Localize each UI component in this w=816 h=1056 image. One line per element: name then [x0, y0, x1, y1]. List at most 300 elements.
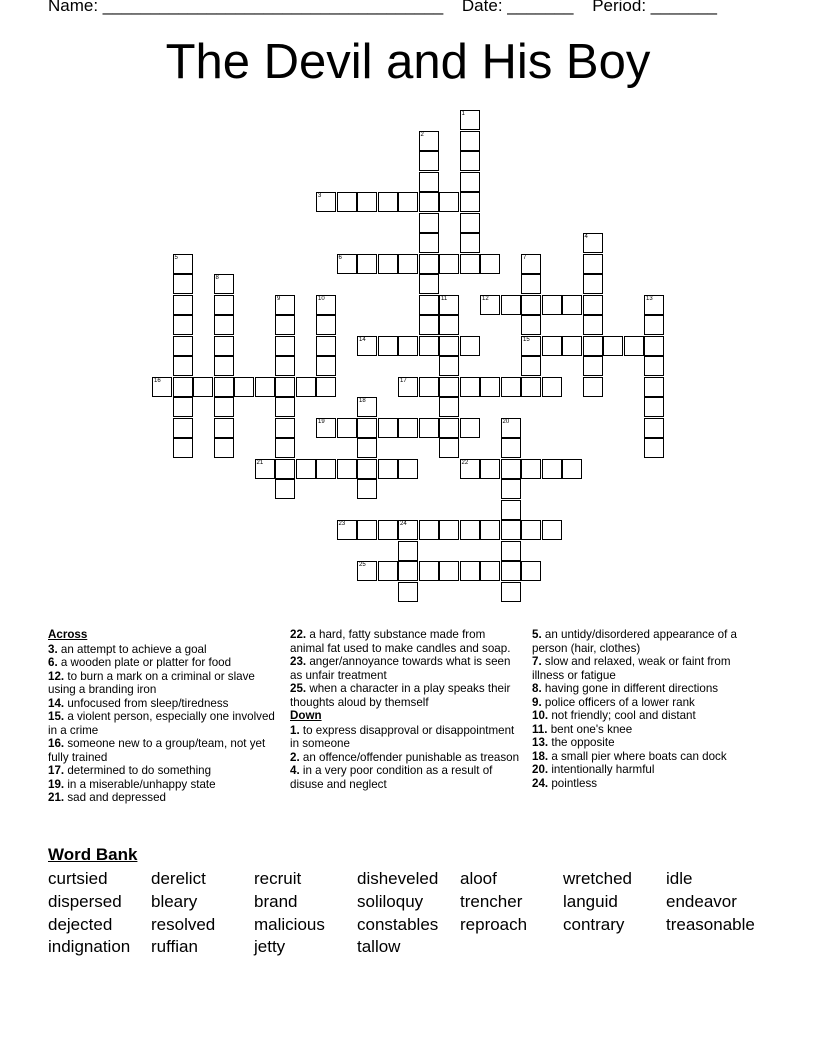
grid-cell[interactable]	[357, 520, 377, 540]
clue-number: 14.	[48, 696, 65, 710]
grid-cell[interactable]	[316, 315, 336, 335]
grid-cell[interactable]	[337, 192, 357, 212]
grid-cell[interactable]	[419, 418, 439, 438]
grid-cell[interactable]	[419, 315, 439, 335]
clue-text: when a character in a play speaks their thoughts aloud by themself	[290, 682, 511, 709]
grid-cell[interactable]	[644, 438, 664, 458]
clue-number: 15.	[48, 710, 65, 723]
word-bank-item: endeavor	[666, 891, 737, 911]
clue-number: 19.	[48, 777, 65, 791]
grid-cell[interactable]	[398, 561, 418, 581]
grid-cell[interactable]	[460, 233, 480, 253]
grid-cell[interactable]	[378, 418, 398, 438]
clue-text: police officers of a lower rank	[541, 695, 695, 709]
grid-cell[interactable]	[398, 541, 418, 561]
clue	[532, 750, 764, 764]
clue	[290, 724, 522, 751]
grid-cell[interactable]	[480, 295, 500, 315]
grid-cell[interactable]	[439, 438, 459, 458]
clue	[532, 723, 764, 737]
clues-column-2	[290, 628, 522, 791]
grid-cell[interactable]	[419, 295, 439, 315]
grid-cell[interactable]	[357, 254, 377, 274]
clue-number: 23	[338, 521, 346, 527]
grid-cell[interactable]	[275, 438, 295, 458]
clue-number: 6.	[48, 656, 58, 669]
word-bank-item: bleary	[151, 891, 198, 911]
grid-cell[interactable]	[419, 520, 439, 540]
grid-cell[interactable]	[501, 500, 521, 520]
clue-number: 1.	[290, 723, 300, 737]
grid-cell[interactable]	[501, 295, 521, 315]
grid-cell[interactable]	[398, 418, 418, 438]
grid-cell[interactable]	[275, 356, 295, 376]
header	[48, 0, 731, 16]
grid-cell[interactable]	[480, 520, 500, 540]
grid-cell[interactable]	[316, 459, 336, 479]
grid-cell[interactable]	[460, 192, 480, 212]
grid-cell[interactable]	[501, 418, 521, 438]
clue-number: 7	[523, 254, 527, 261]
grid-cell[interactable]	[357, 336, 377, 356]
grid-cell[interactable]	[583, 274, 603, 294]
grid-cell[interactable]	[460, 459, 480, 479]
clue	[290, 628, 522, 655]
grid-cell[interactable]	[460, 254, 480, 274]
grid-cell[interactable]	[521, 561, 541, 581]
grid-cell[interactable]	[480, 254, 500, 274]
grid-cell[interactable]	[460, 561, 480, 581]
grid-cell[interactable]	[521, 356, 541, 376]
clue	[532, 682, 764, 696]
clue	[290, 764, 522, 791]
grid-cell[interactable]	[193, 377, 213, 397]
clue-text: in a miserable/unhappy state	[64, 777, 216, 791]
word-bank-item: curtsied	[48, 869, 108, 888]
grid-cell[interactable]	[214, 315, 234, 335]
grid-cell[interactable]	[542, 295, 562, 315]
clue-number: 11	[441, 295, 448, 302]
name-field[interactable]: Name: ____________________________________	[48, 0, 444, 15]
grid-cell[interactable]	[460, 151, 480, 171]
grid-cell[interactable]	[337, 520, 357, 540]
grid-cell[interactable]	[542, 336, 562, 356]
clue-number: 8	[215, 275, 219, 281]
grid-cell[interactable]	[398, 459, 418, 479]
grid-cell[interactable]	[480, 561, 500, 581]
grid-cell[interactable]	[501, 438, 521, 458]
clue-number: 16	[154, 377, 161, 384]
clue-number: 2.	[290, 750, 300, 764]
word-bank-item: brand	[254, 891, 298, 911]
grid-cell[interactable]	[275, 459, 295, 479]
clue	[532, 655, 764, 682]
clue-text: a violent person, especially one involved in a crime	[48, 710, 275, 737]
clue-number: 7.	[532, 655, 542, 668]
grid-cell[interactable]	[419, 377, 439, 397]
clue-number: 17.	[48, 764, 65, 777]
grid-cell[interactable]	[439, 561, 459, 581]
grid-cell[interactable]	[296, 459, 316, 479]
clue	[532, 628, 764, 655]
clue-number: 3	[318, 193, 322, 199]
grid-cell[interactable]	[357, 561, 377, 581]
grid-cell[interactable]	[357, 459, 377, 479]
word-bank-item: trencher	[460, 891, 523, 911]
grid-cell[interactable]	[316, 356, 336, 376]
grid-cell[interactable]	[275, 397, 295, 417]
grid-cell[interactable]	[644, 418, 664, 438]
clue-number: 6	[338, 254, 342, 261]
clue-text: to burn a mark on a criminal or slave using a branding iron	[48, 669, 255, 696]
clue-text: a hard, fatty substance made from animal fat used to make candles and soap.	[290, 628, 511, 655]
grid-cell[interactable]	[152, 377, 172, 397]
grid-cell[interactable]	[644, 315, 664, 335]
clue	[48, 656, 280, 670]
clue-number: 21	[256, 459, 264, 466]
grid-cell[interactable]	[419, 274, 439, 294]
grid-cell[interactable]	[316, 192, 336, 212]
grid-cell[interactable]	[398, 520, 418, 540]
clue-text: to express disapproval or disappointment in someone	[290, 723, 515, 750]
grid-cell[interactable]	[173, 418, 193, 438]
clue	[532, 777, 764, 791]
grid-cell[interactable]	[460, 110, 480, 130]
clue	[290, 682, 522, 709]
grid-cell[interactable]	[542, 459, 562, 479]
clue-number: 17	[400, 377, 407, 384]
grid-cell[interactable]	[214, 336, 234, 356]
word-bank-item: treasonable	[666, 914, 755, 934]
grid-cell[interactable]	[583, 295, 603, 315]
clue-number: 10.	[532, 709, 549, 722]
clue-number: 25.	[290, 682, 307, 695]
clue-text: sad and depressed	[64, 791, 166, 804]
clue-text: unfocused from sleep/tiredness	[64, 696, 229, 710]
grid-cell[interactable]	[460, 336, 480, 356]
grid-cell[interactable]	[173, 295, 193, 315]
word-bank-title: Word Bank	[48, 845, 138, 864]
clue-number: 22.	[290, 628, 307, 641]
word-bank-item: idle	[666, 869, 693, 888]
clue	[48, 670, 280, 697]
grid-cell[interactable]	[337, 254, 357, 274]
grid-cell[interactable]	[501, 582, 521, 602]
grid-cell[interactable]	[501, 377, 521, 397]
word-bank-item: resolved	[151, 914, 216, 934]
grid-cell[interactable]	[296, 377, 316, 397]
grid-cell[interactable]	[398, 582, 418, 602]
word-bank-item: contrary	[563, 914, 625, 934]
word-bank-item: reproach	[460, 914, 528, 934]
grid-cell[interactable]	[398, 192, 418, 212]
clue-number: 24	[400, 521, 407, 527]
word-bank-item: wretched	[563, 869, 632, 888]
grid-cell[interactable]	[357, 479, 377, 499]
grid-cell[interactable]	[583, 356, 603, 376]
clue	[48, 737, 280, 764]
grid-cell[interactable]	[255, 459, 275, 479]
grid-cell[interactable]	[562, 336, 582, 356]
grid-cell[interactable]	[275, 418, 295, 438]
grid-cell[interactable]	[214, 438, 234, 458]
clue-number: 4	[584, 234, 588, 240]
word-bank-item: constables	[357, 914, 439, 934]
grid-cell[interactable]	[214, 274, 234, 294]
grid-cell[interactable]	[316, 295, 336, 315]
clue	[48, 791, 280, 805]
grid-cell[interactable]	[603, 336, 623, 356]
grid-cell[interactable]	[378, 192, 398, 212]
grid-cell[interactable]	[337, 459, 357, 479]
grid-cell[interactable]	[214, 397, 234, 417]
grid-cell[interactable]	[439, 336, 459, 356]
clue	[532, 763, 764, 777]
grid-cell[interactable]	[583, 336, 603, 356]
grid-cell[interactable]	[439, 315, 459, 335]
clue	[290, 751, 522, 765]
grid-cell[interactable]	[214, 377, 234, 397]
clue-text: pointless	[548, 776, 598, 790]
grid-cell[interactable]	[275, 377, 295, 397]
clue-text: having gone in different directions	[541, 682, 719, 695]
grid-cell[interactable]	[644, 356, 664, 376]
grid-cell[interactable]	[542, 520, 562, 540]
grid-cell[interactable]	[521, 295, 541, 315]
grid-cell[interactable]	[214, 418, 234, 438]
clue-number: 14	[359, 336, 366, 343]
clue	[48, 697, 280, 711]
grid-cell[interactable]	[644, 295, 664, 315]
grid-cell[interactable]	[562, 295, 582, 315]
grid-cell[interactable]	[357, 418, 377, 438]
clue-number: 20.	[532, 763, 549, 776]
grid-cell[interactable]	[439, 295, 459, 315]
clue-number: 15	[523, 336, 530, 343]
grid-cell[interactable]	[562, 459, 582, 479]
clues-column-1	[48, 628, 280, 805]
clue-text: in a very poor condition as a result of disuse and neglect	[290, 764, 493, 791]
clue-number: 10	[318, 295, 325, 302]
clue-text: bent one's knee	[547, 722, 633, 736]
grid-cell[interactable]	[521, 315, 541, 335]
grid-cell[interactable]	[173, 274, 193, 294]
grid-cell[interactable]	[439, 254, 459, 274]
grid-cell[interactable]	[173, 254, 193, 274]
grid-cell[interactable]	[173, 397, 193, 417]
clue-number: 11.	[532, 722, 548, 736]
grid-cell[interactable]	[439, 356, 459, 376]
clue-text: an attempt to achieve a goal	[57, 642, 207, 656]
period-field[interactable]: Period: _______	[592, 0, 717, 15]
word-bank-item: indignation	[48, 937, 131, 957]
grid-cell[interactable]	[460, 131, 480, 151]
grid-cell[interactable]	[521, 459, 541, 479]
grid-cell[interactable]	[501, 459, 521, 479]
clue	[290, 655, 522, 682]
grid-cell[interactable]	[173, 315, 193, 335]
grid-cell[interactable]	[337, 418, 357, 438]
clue-number: 3.	[48, 642, 58, 656]
clue-number: 23.	[290, 655, 307, 668]
grid-cell[interactable]	[357, 397, 377, 417]
grid-cell[interactable]	[644, 397, 664, 417]
word-bank-item: disheveled	[357, 869, 439, 888]
clue-text: anger/annoyance towards what is seen as unfair treatment	[290, 655, 511, 682]
clue-text: the opposite	[548, 736, 615, 749]
clue-number: 12	[482, 295, 489, 302]
clues-column-3	[532, 628, 764, 790]
clue-text: slow and relaxed, weak or faint from illness or fatigue	[532, 655, 731, 682]
grid-cell[interactable]	[214, 295, 234, 315]
grid-cell[interactable]	[460, 520, 480, 540]
grid-cell[interactable]	[378, 520, 398, 540]
grid-cell[interactable]	[439, 192, 459, 212]
grid-cell[interactable]	[316, 377, 336, 397]
grid-cell[interactable]	[439, 520, 459, 540]
clue-text: an offence/offender punishable as treason	[299, 750, 520, 764]
grid-cell[interactable]	[439, 397, 459, 417]
grid-cell[interactable]	[275, 315, 295, 335]
grid-cell[interactable]	[419, 172, 439, 192]
grid-cell[interactable]	[234, 377, 254, 397]
clue-number: 2	[420, 131, 424, 138]
clue-number: 8.	[532, 682, 542, 695]
clue-text: not friendly; cool and distant	[548, 709, 696, 722]
grid-cell[interactable]	[398, 336, 418, 356]
clue-number: 18	[359, 398, 366, 404]
grid-cell[interactable]	[460, 418, 480, 438]
grid-cell[interactable]	[521, 254, 541, 274]
word-bank-item: soliloquy	[357, 891, 424, 911]
across-heading: Across	[48, 628, 88, 641]
grid-cell[interactable]	[501, 561, 521, 581]
grid-cell[interactable]	[419, 233, 439, 253]
grid-cell[interactable]	[460, 213, 480, 233]
grid-cell[interactable]	[378, 459, 398, 479]
grid-cell[interactable]	[419, 336, 439, 356]
clue-number: 16.	[48, 737, 65, 750]
grid-cell[interactable]	[275, 479, 295, 499]
grid-cell[interactable]	[583, 377, 603, 397]
word-bank-item: ruffian	[151, 937, 198, 957]
grid-cell[interactable]	[521, 377, 541, 397]
grid-cell[interactable]	[398, 377, 418, 397]
down-heading: Down	[290, 709, 322, 722]
clue-text: a small pier where boats can dock	[548, 749, 727, 763]
grid-cell[interactable]	[419, 213, 439, 233]
grid-cell[interactable]	[255, 377, 275, 397]
grid-cell[interactable]	[378, 254, 398, 274]
clue-number: 12.	[48, 669, 65, 683]
grid-cell[interactable]	[419, 192, 439, 212]
grid-cell[interactable]	[501, 520, 521, 540]
clue-number: 13.	[532, 736, 549, 749]
grid-cell[interactable]	[173, 377, 193, 397]
clue	[48, 764, 280, 778]
page-title: The Devil and His Boy	[165, 35, 651, 89]
word-bank-item: derelict	[151, 869, 206, 888]
grid-cell[interactable]	[439, 377, 459, 397]
clue	[48, 643, 280, 657]
grid-cell[interactable]	[378, 561, 398, 581]
clue	[532, 709, 764, 723]
clue-text: intentionally harmful	[548, 763, 655, 776]
clue	[48, 710, 280, 737]
clue-number: 22	[461, 459, 469, 466]
grid-cell[interactable]	[275, 336, 295, 356]
grid-cell[interactable]	[398, 254, 418, 274]
grid-cell[interactable]	[583, 233, 603, 253]
clue-number: 4.	[290, 764, 300, 777]
grid-cell[interactable]	[460, 377, 480, 397]
word-bank-item: languid	[563, 891, 618, 911]
grid-cell[interactable]	[357, 192, 377, 212]
clue-number: 9	[277, 295, 281, 302]
word-bank-item: malicious	[254, 914, 325, 934]
word-bank-item: aloof	[460, 869, 497, 888]
clue-number: 5.	[532, 628, 542, 641]
grid-cell[interactable]	[439, 418, 459, 438]
grid-cell[interactable]	[521, 520, 541, 540]
grid-cell[interactable]	[316, 336, 336, 356]
clue-number: 21.	[48, 791, 65, 804]
grid-cell[interactable]	[419, 254, 439, 274]
grid-cell[interactable]	[644, 377, 664, 397]
grid-cell[interactable]	[542, 377, 562, 397]
grid-cell[interactable]	[583, 254, 603, 274]
word-bank-item: dejected	[48, 914, 113, 934]
clue-text: someone new to a group/team, not yet fully trained	[48, 737, 266, 764]
grid-cell[interactable]	[173, 336, 193, 356]
clue	[532, 696, 764, 710]
date-field[interactable]: Date: _______	[461, 0, 574, 15]
grid-cell[interactable]	[275, 295, 295, 315]
clue-number: 24.	[532, 776, 549, 790]
grid-cell[interactable]	[501, 541, 521, 561]
grid-cell[interactable]	[357, 438, 377, 458]
word-bank-item: tallow	[357, 937, 401, 957]
grid-cell[interactable]	[624, 336, 644, 356]
grid-cell[interactable]	[460, 172, 480, 192]
word-bank-item: dispersed	[48, 891, 122, 911]
grid-cell[interactable]	[419, 131, 439, 151]
clue-text: a wooden plate or platter for food	[57, 656, 232, 669]
grid-cell[interactable]	[521, 336, 541, 356]
clue-text: an untidy/disordered appearance of a person (hair, clothes)	[532, 628, 737, 655]
clue-number: 13	[646, 295, 653, 302]
clue	[532, 736, 764, 750]
grid-cell[interactable]	[419, 151, 439, 171]
grid-cell[interactable]	[173, 438, 193, 458]
grid-cell[interactable]	[501, 479, 521, 499]
clue-number: 18.	[532, 749, 549, 763]
clue-text: determined to do something	[64, 764, 212, 777]
grid-cell[interactable]	[583, 315, 603, 335]
grid-cell[interactable]	[480, 459, 500, 479]
clue-number: 1	[461, 111, 465, 117]
word-bank-item: recruit	[254, 869, 302, 888]
grid-cell[interactable]	[316, 418, 336, 438]
grid-cell[interactable]	[378, 336, 398, 356]
grid-cell[interactable]	[644, 336, 664, 356]
grid-cell[interactable]	[214, 356, 234, 376]
grid-cell[interactable]	[419, 561, 439, 581]
grid-cell[interactable]	[521, 274, 541, 294]
grid-cell[interactable]	[480, 377, 500, 397]
clue-number: 19	[318, 418, 325, 425]
grid-cell[interactable]	[173, 356, 193, 376]
